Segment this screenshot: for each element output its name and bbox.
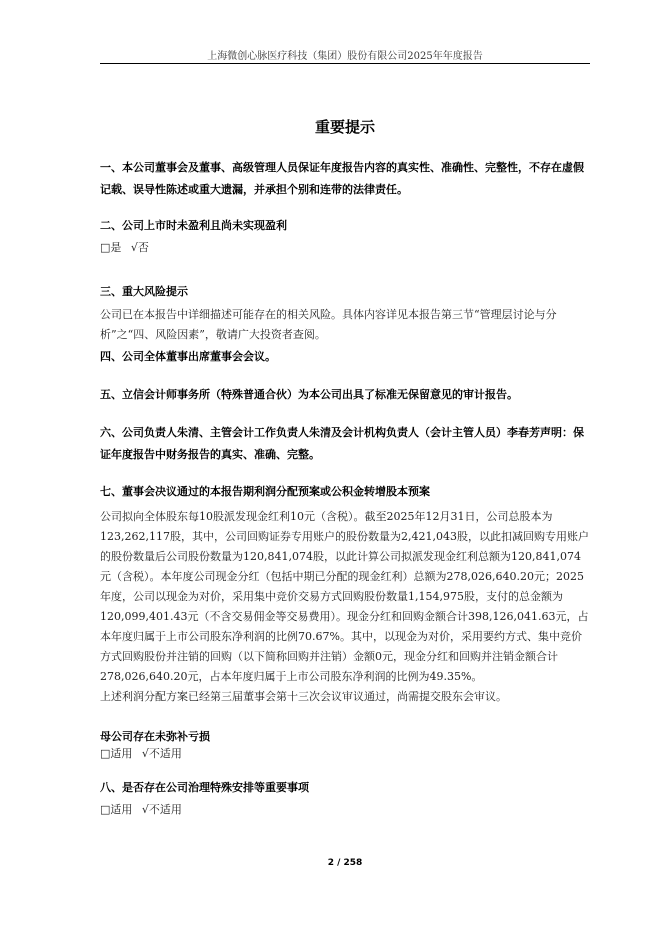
option-not-applicable: √不适用 — [141, 747, 182, 760]
option-yes: □是 — [100, 241, 122, 254]
section-8-heading: 八、是否存在公司治理特殊安排等重要事项 — [100, 781, 309, 794]
section-3-heading: 三、重大风险提示 — [100, 285, 188, 298]
option-applicable: □适用 — [100, 803, 133, 816]
section-5-statement: 五、立信会计师事务所（特殊普通合伙）为本公司出具了标准无保留意见的审计报告。 — [100, 388, 518, 401]
option-not-applicable: √不适用 — [141, 803, 182, 816]
section-2-heading: 二、公司上市时未盈利且尚未实现盈利 — [100, 219, 287, 232]
option-no: √否 — [130, 241, 149, 254]
section-2-options — [100, 239, 590, 257]
page-title: 重要提示 — [314, 118, 375, 136]
section-7-body: 公司拟向全体股东每10股派发现金红利10元（含税）。截至2025年12月31日，公司总股本为123,262,117股，其中，公司回购证券专用账户的股份数量为2,421,043股，以此扣减回购专用账户的股份数量后公司股份数量为120,841,074股，以此计算公司拟派发现金红利总额为120,841,074元（含税）。本年度公司现金分红（包括中期已分配的现金红利）总额为278,026,640.20元；2025年度，公司以现金为对价，采用集中竞价交易方式回购股份数量1,154,975股，支付的总金额为120,099,401.43元（不含交易佣金等交易费用）。现金分红和回购金额合计398,126,041.63元，占本年度归属于上市公司股东净利润的比例70.67%。其中，以现金为对价，采用要约方式、集中竞价方式回购股份并注销的回购（以下简称回购并注销）金额0元，现金分红和回购并注销金额合计278,026,640.20元，占本年度归属于上市公司股东净利润的比例为49.35%。 — [100, 510, 589, 683]
header-rule — [100, 63, 590, 64]
section-7-heading: 七、董事会决议通过的本报告期利润分配预案或公积金转增股本预案 — [100, 485, 430, 498]
subsection-options — [100, 745, 590, 763]
section-3-body: 公司已在本报告中详细描述可能存在的相关风险。具体内容详见本报告第三节“管理层讨论与分析”之“四、风险因素”，敬请广大投资者查阅。 — [100, 308, 557, 341]
section-7-approval: 上述利润分配方案已经第三届董事会第十三次会议审议通过，尚需提交股东会审议。 — [100, 690, 507, 703]
section-4-statement: 四、公司全体董事出席董事会会议。 — [100, 350, 276, 363]
page-header: 上海微创心脉医疗科技（集团）股份有限公司2025年年度报告 — [207, 51, 483, 62]
section-6-statement: 六、公司负责人朱清、主管会计工作负责人朱清及会计机构负责人（会计主管人员）李春芳声明：保证年度报告中财务报告的真实、准确、完整。 — [100, 426, 584, 461]
section-1-statement: 一、本公司董事会及董事、高级管理人员保证年度报告内容的真实性、准确性、完整性，不存在虚假记载、误导性陈述或重大遗漏，并承担个别和连带的法律责任。 — [100, 161, 584, 196]
page-number: 2 / 258 — [327, 858, 363, 868]
section-8-options — [100, 801, 590, 819]
subsection-heading: 母公司存在未弥补亏损 — [100, 730, 210, 743]
option-applicable: □适用 — [100, 747, 133, 760]
